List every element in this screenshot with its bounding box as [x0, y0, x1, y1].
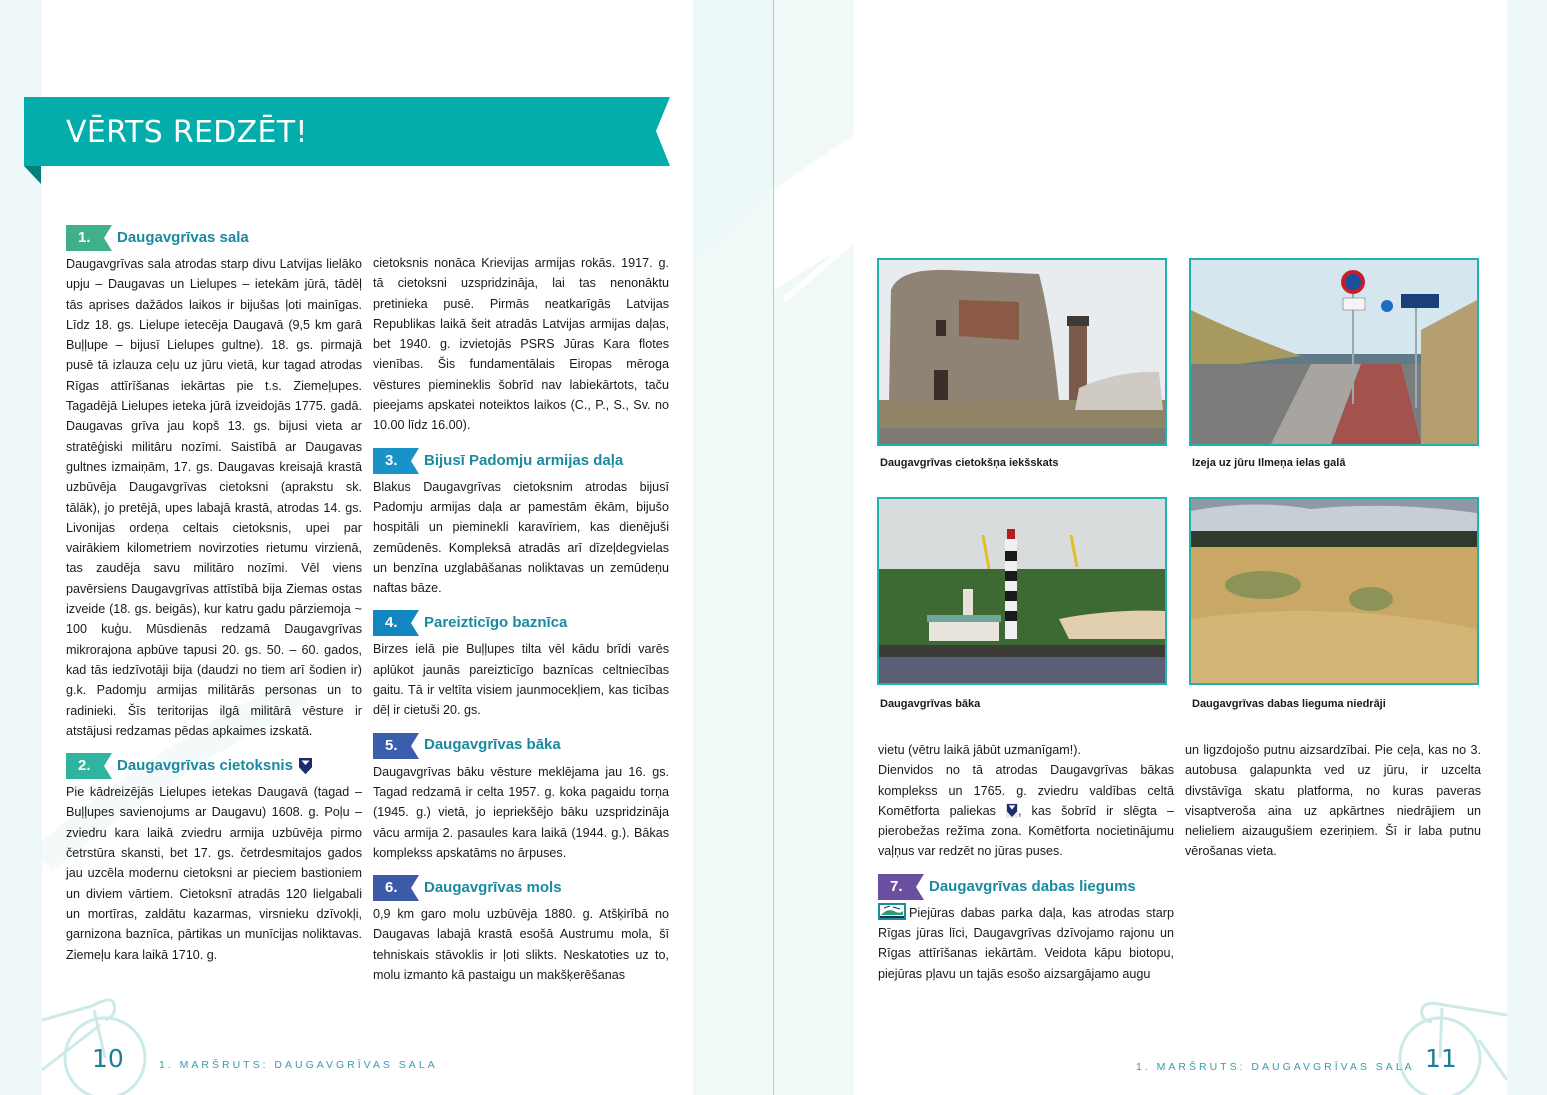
section-heading-7: [878, 874, 1174, 900]
section-heading-2: [66, 753, 362, 779]
section-title: Daugavgrīvas sala: [117, 228, 249, 246]
section-number-tag: 4.: [373, 610, 419, 636]
section-body: Birzes ielā pie Buļļupes tilta vēl kādu brīdi varēs aplūkot jaunās pareizticīgo baznīcas celtniecības gaitu. Tā ir veltīta visiem jaunmocekļiem, kas ticības dēļ ir cietuši 20. gs.: [373, 642, 669, 718]
section-body: Pie kādreizējās Lielupes ietekas Daugavā (tagad – Buļļupes savienojums ar Daugavu) 1608. g. Poļu – zviedru kara laikā zviedru armija uzbūvēja pirmo četrstūra skansti, bet 17. gs. četrdesmitajos gados jau uzcēla modernu cietoksni ar pieciem bastioniem un diviem vārtiem. Cietoksnī atradās 120 lielgabali un mortīras, zaldātu kazarmas, virsnieku dzīvokļi, garnizona baznīca, pārtikas un munīcijas noliktavas. Ziemeļu kara laikā 1710. g.: [66, 785, 362, 962]
section-body: Blakus Daugavgrīvas cietoksnim atrodas bijusī Padomju armijas daļa ar pamestām ēkām, bijušo hospitāli un pieminekli karavīriem, kas dienējuši zemūdenēs. Kompleksā atradās arī dīzeļdegvielas un benzīna uzglabāšanas noliktavas un zemūdeņu naftas bāze.: [373, 479, 669, 596]
section-body-continued: cietoksnis nonāca Krievijas armijas rokās. 1917. g. tā cietoksni uzspridzināja, lai tas nenonāktu pretinieka pusē. Pirmās neatkarīgās Latvijas Republikas laikā šeit atradās Latvijas armijas daļas, bet 1940. g. izvietojās PSRS Jūras Kara flotes vienības. Šis fundamentālais Eiropas mēroga vēstures piemineklis šobrīd nav labiekārtots, taču pieejams apskatei noteiktos laikos (C., P., S., Sv. no 10.00 līdz 16.00).: [373, 256, 669, 433]
photo-caption: Daugavgrīvas dabas lieguma niedrāji: [1192, 698, 1386, 710]
text-column-3: [878, 740, 1174, 984]
photo-caption: Daugavgrīvas cietokšņa iekšskats: [880, 457, 1059, 469]
shield-icon: [1006, 803, 1018, 818]
photo-lighthouse: [877, 497, 1167, 685]
section-body: 0,9 km garo molu uzbūvēja 1880. g. Atšķirībā no Daugavas labajā krastā esošā Austrumu mola, šī tehniskais stāvoklis ir ļoti slikts. Neskatoties uz to, molu izmanto kā pastaigu un makšķerēšanas: [373, 907, 669, 983]
photo-road-to-sea: [1189, 258, 1479, 446]
section-heading-6: [373, 875, 669, 901]
section-title: Daugavgrīvas bāka: [424, 736, 561, 754]
section-title: Daugavgrīvas mols: [424, 878, 562, 896]
running-head-left: 1. MARŠRUTS: DAUGAVGRĪVAS SALA: [159, 1059, 438, 1071]
section-title: Pareizticīgo baznīca: [424, 614, 568, 632]
section-number-tag: 5.: [373, 733, 419, 759]
text-column-2: [373, 253, 669, 985]
section-body: Dienvidos no tā atrodas Daugavgrīvas bākas komplekss un 1765. g. zviedru valdības celtā Komētforta paliekas , kas šobrīd ir slēgta – pierobežas režīma zona. Komētforta nocietinājumu vaļņus var redzēt no jūras puses.: [878, 763, 1174, 859]
page-number-right: 11: [1425, 1044, 1457, 1073]
photo-caption: Daugavgrīvas bāka: [880, 698, 981, 710]
photo-reed-field: [1189, 497, 1479, 685]
section-number-tag: 7.: [878, 874, 924, 900]
section-number-tag: 3.: [373, 448, 419, 474]
right-outer-margin: [1507, 0, 1547, 1095]
section-heading-4: [373, 610, 669, 636]
section-number-tag: 2.: [66, 753, 112, 779]
section-body: Piejūras dabas parka daļa, kas atrodas starp Rīgas jūras līci, Daugavgrīvas dzīvojamo rajonu un Rīgas attīrīšanas iekārtām. Veidota kāpu biotopu, piejūras pļavu un tajās esošo aizsargājamo augu: [878, 903, 1174, 984]
photo-caption: Izeja uz jūru Ilmeņa ielas galā: [1192, 457, 1346, 469]
section-heading-1: [66, 225, 362, 251]
page-number-left: 10: [92, 1044, 124, 1073]
section-title: Bijusī Padomju armijas daļa: [424, 451, 624, 469]
section-body-continued: vietu (vētru laikā jābūt uzmanīgam!).: [878, 743, 1081, 757]
page-title: VĒRTS REDZĒT!: [66, 115, 308, 150]
section-title: Daugavgrīvas cietoksnis: [117, 756, 293, 774]
shield-icon: [299, 758, 312, 774]
section-body: Daugavgrīvas bāku vēsture meklējama jau 16. gs. Tagad redzamā ir celta 1957. g. koka pagaidu torņa (1945. g.) vietā, jo iepriekšējo bāku uzspridzināja vācu armija 2. pasaules kara laikā (1944. g.). Bākas komplekss apskatāms no ārpuses.: [373, 764, 669, 860]
text-column-1: [66, 225, 362, 965]
section-number-tag: 1.: [66, 225, 112, 251]
section-banner: [24, 97, 670, 166]
text-column-4: [1185, 740, 1481, 862]
section-title: Daugavgrīvas dabas liegums: [929, 877, 1136, 895]
section-number-tag: 6.: [373, 875, 419, 901]
nature-park-icon: [878, 903, 906, 920]
section-body: Daugavgrīvas sala atrodas starp divu Latvijas lielāko upju – Daugavas un Lielupes – ietekām jūrā, tādēļ tās aprises dažādos laikos ir bijušas ļoti mainīgas. Līdz 18. gs. Lielupe ietecēja Daugavā (9,5 km garā Buļļupe – bijusī Lielupes gultne). 18. gs. pirmajā pusē tā izlauza ceļu uz jūru vietā, kur tagad atrodas Rīgas attīrīšanas iekārtas pie t.s. Ziemeļupes. Tagadējā Lielupes ieteka jūrā izveidojās 1775. gadā. Daugavas grīva jau kopš 13. gs. bijusi vieta ar stratēģiski militāru nozīmi. Saistībā ar Daugavas gultnes izmaiņām, 17. gs. Daugavas kreisajā krastā uzbūvēja Daugavgrīvas cietoksni (aprakstu sk. tālāk), jo pretējā, upes labajā krastā, atrodas 14. gs. Livonijas ordeņa celtais cietoksnis, upei par vairākiem kilometriem novirzoties rietumu virzienā, tas zaudēja savu militāro nozīmi. Vēl viens pavērsiens Daugavgrīvas attīstībā bija Ziemas ostas izveide (18. gs. beigās), kur katru gadu pārziemoja ~ 100 kuģu. Mūsdienās redzamā Daugavgrīvas mikrorajona apbūve tapusi 20. gs. 50. – 60. gados, kad tās iedzīvotāji bija (daudzi no tiem arī šodien ir) g.k. Padomju armijas militārās personas un to radinieki. Šīs teritorijas ilgā militārā vēsture ir atstājusi redzamas pēdas apkaimes izskatā.: [66, 257, 362, 738]
section-heading-3: [373, 448, 669, 474]
right-gutter-band: [774, 0, 854, 1095]
photo-fortress-ruin: [877, 258, 1167, 446]
section-heading-5: [373, 733, 669, 759]
left-gutter-band: [693, 0, 773, 1095]
running-head-right: 1. MARŠRUTS: DAUGAVGRĪVAS SALA: [1136, 1061, 1415, 1073]
section-body-continued: un ligzdojošo putnu aizsardzībai. Pie ceļa, kas no 3. autobusa galapunkta ved uz jūru, ir uzcelta divstāvīga skatu platforma, no kuras paveras visaptveroša aina uz apkārtnes niedrājiem un nelieliem aizaugušiem ezeriņiem. Šī ir laba putnu vērošanas vieta.: [1185, 743, 1481, 859]
